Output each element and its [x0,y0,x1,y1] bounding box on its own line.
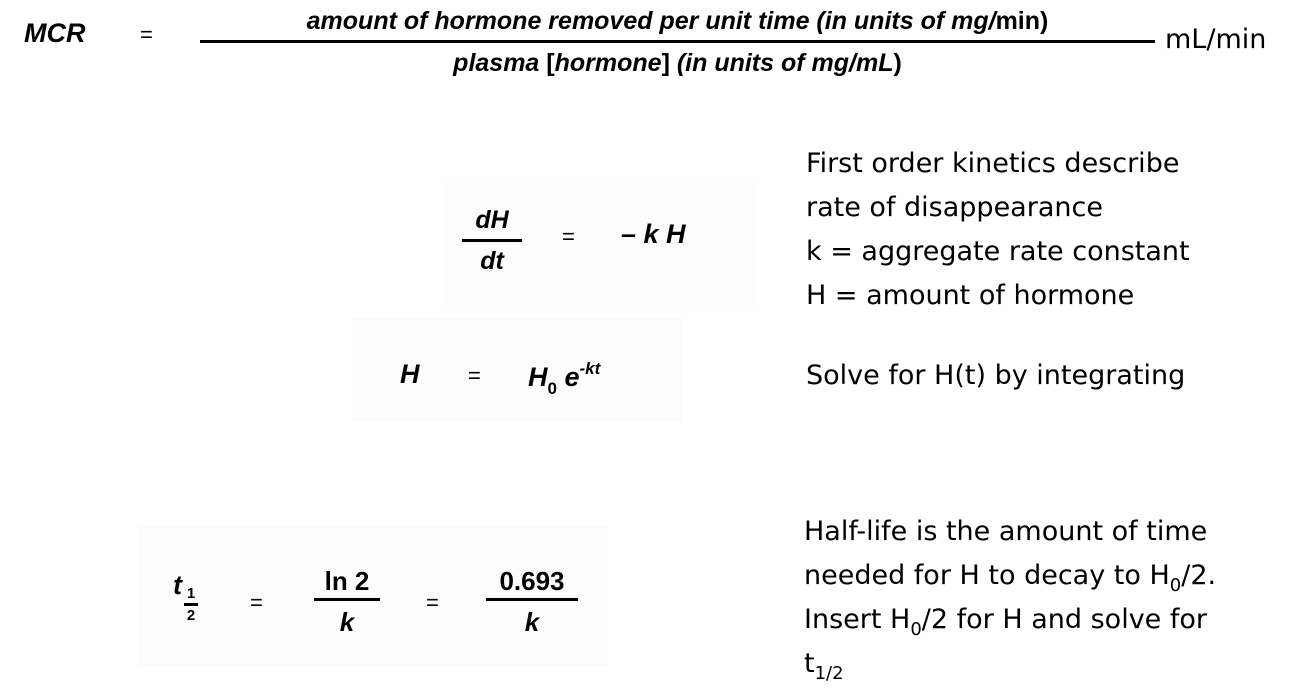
solution-exp-base: e [556,362,580,392]
mcr-fraction [200,4,1155,79]
solution-equals-sign: = [468,363,481,388]
half-life-line [804,598,1216,642]
const-denominator: k [524,607,540,637]
const-fraction [486,566,578,637]
text-segment: Insert H [804,604,911,635]
mcr-equals-sign: = [140,22,153,47]
dhdt-denominator: dt [480,247,504,275]
text-segment: /2 for H and solve for [921,604,1207,635]
mcr-fraction-bar [200,40,1155,43]
mcr-numerator [200,4,1155,38]
half-life-equals-1: = [250,590,263,615]
text-segment: /2. [1181,560,1217,591]
text-segment: needed for H to decay to H [804,560,1170,591]
kinetics-line: k = aggregate rate constant [806,236,1190,267]
const-fraction-bar [486,598,578,601]
half-life-lhs [173,570,198,623]
half-life-line [804,554,1216,598]
const-numerator: 0.693 [499,566,565,596]
mcr-den-units: (in units of mg/mL [669,49,894,77]
solution-lhs: H [400,359,420,389]
half-life-line [804,642,1216,686]
rate-rhs: – k H [621,219,686,249]
ln2-fraction-bar [314,598,380,601]
mcr-numerator-close: ) [1040,7,1049,35]
subscript: 0 [910,619,922,640]
mcr-label: MCR [24,18,86,48]
mcr-den-bracket-close: ] [661,49,670,77]
half-life-equals-2: = [426,590,439,615]
text-segment: t [804,648,815,679]
solution-base: H [528,362,548,392]
half-life-t: t [173,570,182,600]
subscript-num: 1 [186,585,196,602]
ln2-denominator: k [339,607,355,637]
subscript: 0 [1169,575,1182,596]
mcr-numerator-min: min [995,7,1041,35]
solve-description: Solve for H(t) by integrating [806,360,1186,391]
half-life-description [804,510,1216,686]
mcr-numerator-italic: amount of hormone removed per unit time (in units of mg/ [306,7,996,35]
solution-base-subscript: 0 [547,379,557,398]
mcr-den-close: ) [893,49,902,77]
kinetics-line: H = amount of hormone [806,280,1135,311]
rate-equals-sign: = [562,224,575,249]
subscript: 1/2 [814,663,844,684]
ln2-numerator: ln 2 [324,566,370,596]
mcr-den-hormone: hormone [554,49,662,77]
dhdt-numerator: dH [475,206,509,234]
subscript-den: 2 [186,607,196,624]
dhdt-fraction [462,205,522,276]
half-life-subscript-fraction [184,586,198,623]
subscript-bar [184,603,198,606]
kinetics-line: rate of disappearance [806,192,1103,223]
solution-rhs [528,359,600,399]
kinetics-line: First order kinetics describe [806,148,1180,179]
kinetics-description [806,142,1190,318]
ln2-fraction [314,566,380,637]
solution-exponent: -kt [579,359,601,378]
dhdt-fraction-bar [462,239,522,242]
mcr-den-bracket-open: [ [546,49,555,77]
mcr-unit: mL/min [1165,24,1267,55]
half-life-line: Half-life is the amount of time [804,516,1208,547]
mcr-den-plasma: plasma [453,49,547,77]
mcr-denominator [200,47,1155,79]
